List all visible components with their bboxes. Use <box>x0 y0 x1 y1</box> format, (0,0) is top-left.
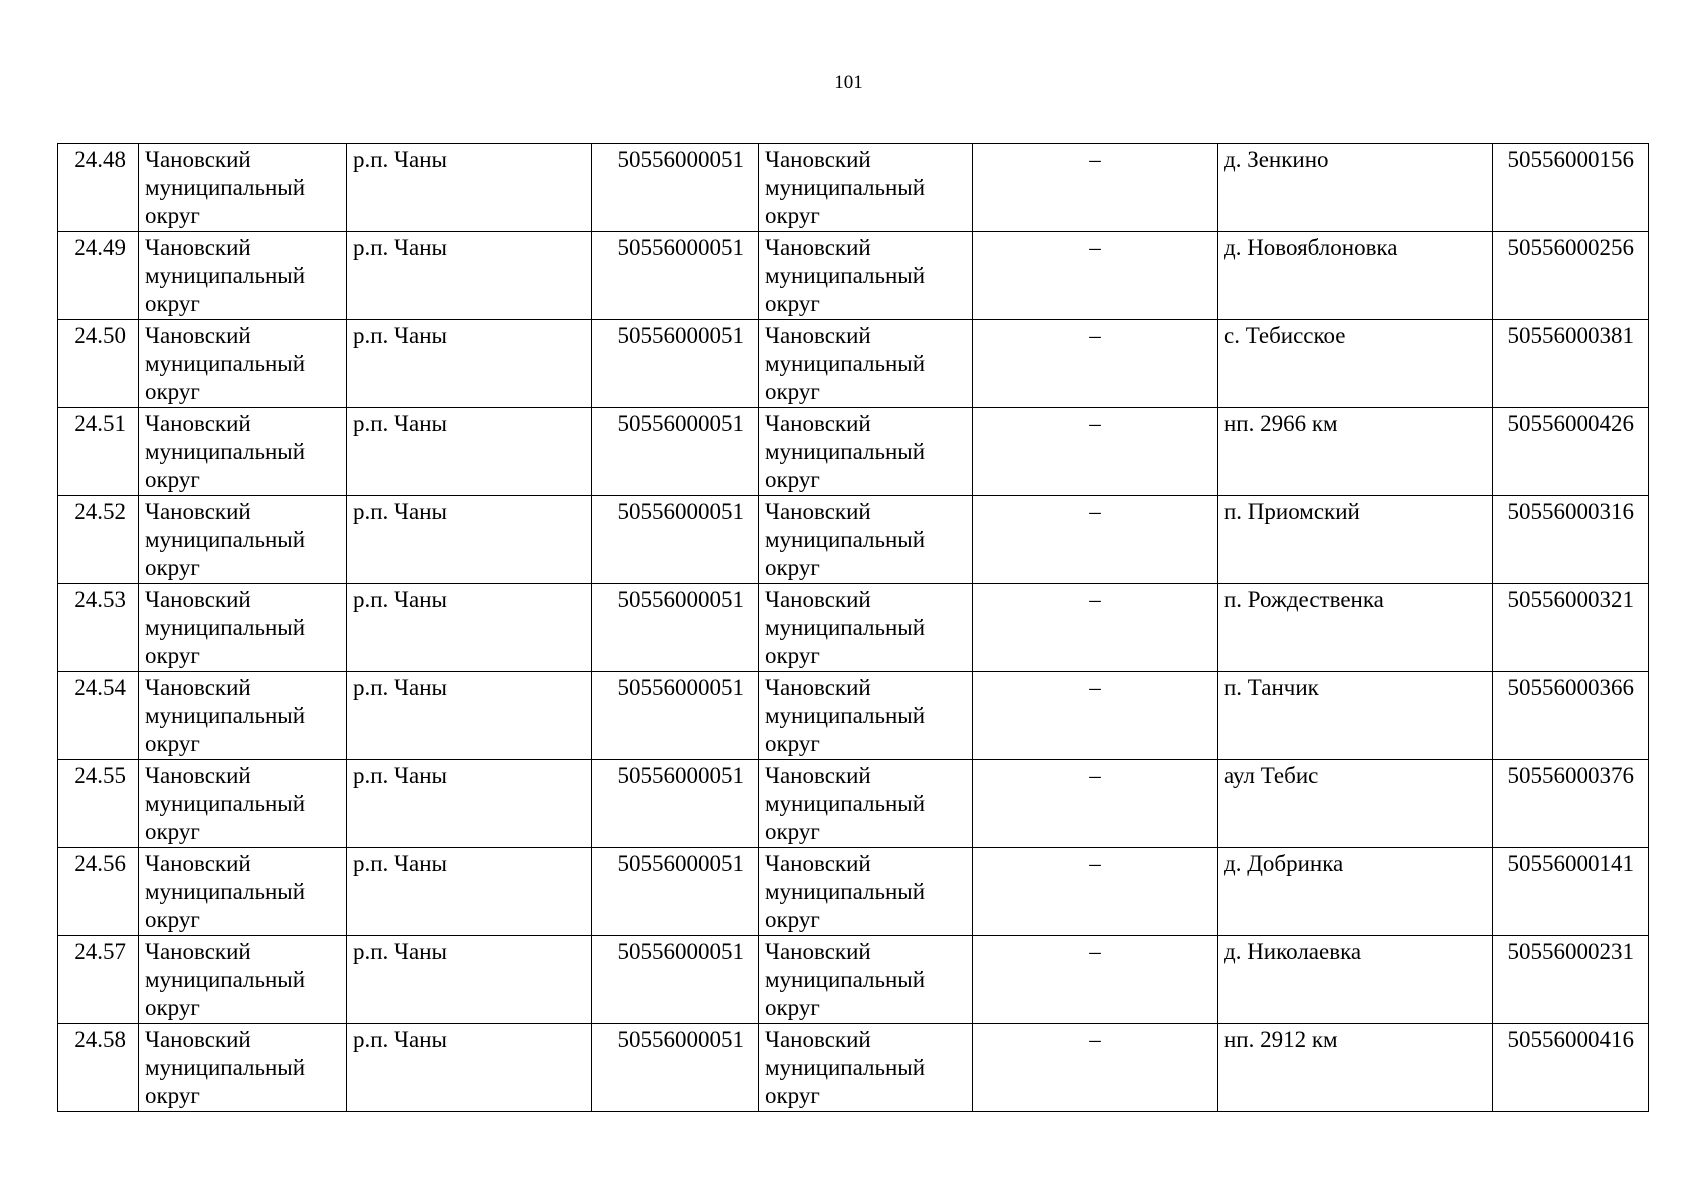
district-name-cell: Чановский муниципальный округ <box>759 320 973 408</box>
center-cell: р.п. Чаны <box>347 232 592 320</box>
center-code-cell: 50556000051 <box>592 320 759 408</box>
settlement-cell: д. Новояблоновка <box>1218 232 1493 320</box>
district-name-cell: Чановский муниципальный округ <box>759 144 973 232</box>
row-number: 24.53 <box>58 584 139 672</box>
district-name-cell: Чановский муниципальный округ <box>759 1024 973 1112</box>
settlement-cell: с. Тебисское <box>1218 320 1493 408</box>
dash-cell: – <box>973 408 1218 496</box>
table-row <box>58 496 1649 584</box>
settlement-code-cell: 50556000416 <box>1493 1024 1649 1112</box>
dash-cell: – <box>973 848 1218 936</box>
row-number: 24.51 <box>58 408 139 496</box>
settlement-cell: нп. 2912 км <box>1218 1024 1493 1112</box>
center-cell: р.п. Чаны <box>347 496 592 584</box>
settlement-code-cell: 50556000316 <box>1493 496 1649 584</box>
center-cell: р.п. Чаны <box>347 408 592 496</box>
district-cell: Чановский муниципальный округ <box>139 1024 347 1112</box>
district-cell: Чановский муниципальный округ <box>139 672 347 760</box>
dash-cell: – <box>973 232 1218 320</box>
center-cell: р.п. Чаны <box>347 848 592 936</box>
center-code-cell: 50556000051 <box>592 232 759 320</box>
dash-cell: – <box>973 760 1218 848</box>
center-code-cell: 50556000051 <box>592 672 759 760</box>
district-cell: Чановский муниципальный округ <box>139 232 347 320</box>
center-cell: р.п. Чаны <box>347 672 592 760</box>
district-name-cell: Чановский муниципальный округ <box>759 408 973 496</box>
district-name-cell: Чановский муниципальный округ <box>759 936 973 1024</box>
district-cell: Чановский муниципальный округ <box>139 848 347 936</box>
settlement-code-cell: 50556000381 <box>1493 320 1649 408</box>
district-name-cell: Чановский муниципальный округ <box>759 232 973 320</box>
settlement-cell: аул Тебис <box>1218 760 1493 848</box>
dash-cell: – <box>973 672 1218 760</box>
dash-cell: – <box>973 320 1218 408</box>
settlement-code-cell: 50556000156 <box>1493 144 1649 232</box>
table-body <box>58 144 1649 1112</box>
settlement-cell: д. Николаевка <box>1218 936 1493 1024</box>
settlement-code-cell: 50556000321 <box>1493 584 1649 672</box>
settlement-cell: п. Приомский <box>1218 496 1493 584</box>
center-code-cell: 50556000051 <box>592 584 759 672</box>
center-code-cell: 50556000051 <box>592 760 759 848</box>
dash-cell: – <box>973 584 1218 672</box>
row-number: 24.50 <box>58 320 139 408</box>
table-row <box>58 320 1649 408</box>
settlement-cell: д. Зенкино <box>1218 144 1493 232</box>
dash-cell: – <box>973 144 1218 232</box>
district-name-cell: Чановский муниципальный округ <box>759 848 973 936</box>
settlements-table <box>57 143 1649 1112</box>
settlement-code-cell: 50556000376 <box>1493 760 1649 848</box>
table-row <box>58 936 1649 1024</box>
district-cell: Чановский муниципальный округ <box>139 584 347 672</box>
settlement-cell: д. Добринка <box>1218 848 1493 936</box>
center-cell: р.п. Чаны <box>347 584 592 672</box>
center-code-cell: 50556000051 <box>592 496 759 584</box>
center-code-cell: 50556000051 <box>592 1024 759 1112</box>
row-number: 24.49 <box>58 232 139 320</box>
district-cell: Чановский муниципальный округ <box>139 760 347 848</box>
center-code-cell: 50556000051 <box>592 848 759 936</box>
table-row <box>58 584 1649 672</box>
center-cell: р.п. Чаны <box>347 1024 592 1112</box>
row-number: 24.58 <box>58 1024 139 1112</box>
page-number: 101 <box>834 72 863 93</box>
district-cell: Чановский муниципальный округ <box>139 144 347 232</box>
row-number: 24.48 <box>58 144 139 232</box>
table-row <box>58 408 1649 496</box>
center-cell: р.п. Чаны <box>347 936 592 1024</box>
row-number: 24.55 <box>58 760 139 848</box>
dash-cell: – <box>973 936 1218 1024</box>
row-number: 24.57 <box>58 936 139 1024</box>
center-cell: р.п. Чаны <box>347 760 592 848</box>
row-number: 24.56 <box>58 848 139 936</box>
center-code-cell: 50556000051 <box>592 408 759 496</box>
dash-cell: – <box>973 1024 1218 1112</box>
center-code-cell: 50556000051 <box>592 936 759 1024</box>
table-row <box>58 848 1649 936</box>
district-cell: Чановский муниципальный округ <box>139 496 347 584</box>
district-cell: Чановский муниципальный округ <box>139 936 347 1024</box>
center-code-cell: 50556000051 <box>592 144 759 232</box>
row-number: 24.54 <box>58 672 139 760</box>
table-row <box>58 760 1649 848</box>
settlement-code-cell: 50556000426 <box>1493 408 1649 496</box>
settlement-code-cell: 50556000231 <box>1493 936 1649 1024</box>
table-row <box>58 1024 1649 1112</box>
district-name-cell: Чановский муниципальный округ <box>759 584 973 672</box>
settlement-cell: п. Танчик <box>1218 672 1493 760</box>
settlement-cell: п. Рождественка <box>1218 584 1493 672</box>
row-number: 24.52 <box>58 496 139 584</box>
settlement-code-cell: 50556000366 <box>1493 672 1649 760</box>
district-name-cell: Чановский муниципальный округ <box>759 672 973 760</box>
center-cell: р.п. Чаны <box>347 320 592 408</box>
district-cell: Чановский муниципальный округ <box>139 408 347 496</box>
district-cell: Чановский муниципальный округ <box>139 320 347 408</box>
settlement-code-cell: 50556000256 <box>1493 232 1649 320</box>
district-name-cell: Чановский муниципальный округ <box>759 496 973 584</box>
table-row <box>58 232 1649 320</box>
dash-cell: – <box>973 496 1218 584</box>
center-cell: р.п. Чаны <box>347 144 592 232</box>
table-row <box>58 672 1649 760</box>
settlement-cell: нп. 2966 км <box>1218 408 1493 496</box>
settlement-code-cell: 50556000141 <box>1493 848 1649 936</box>
district-name-cell: Чановский муниципальный округ <box>759 760 973 848</box>
table-row <box>58 144 1649 232</box>
